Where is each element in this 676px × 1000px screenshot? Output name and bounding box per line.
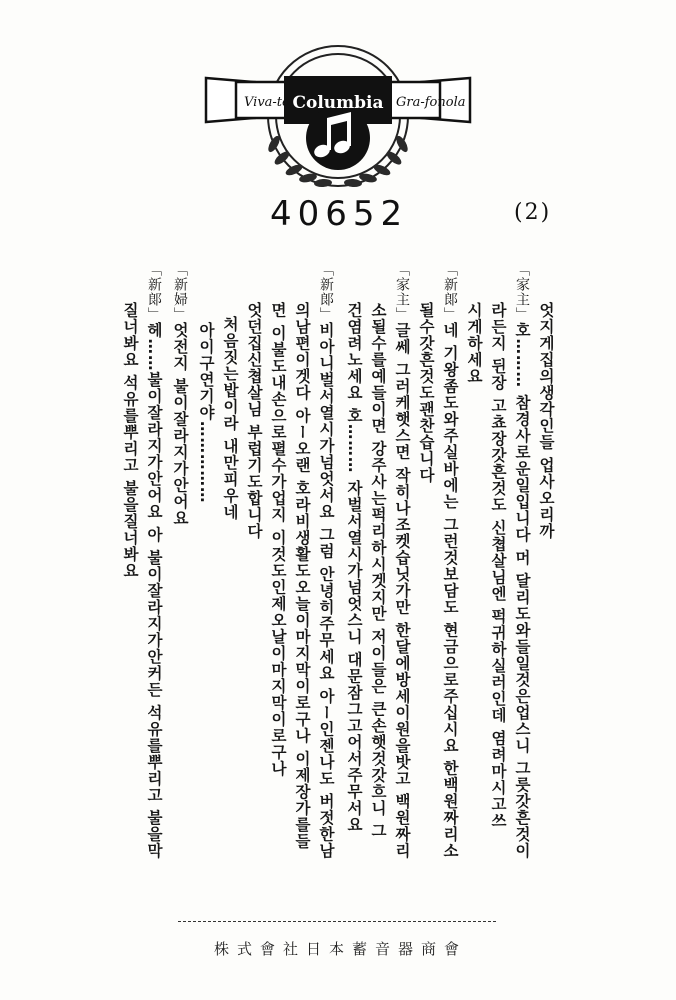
text-line: 「家主」글쎄 그러케햇스면 작히나조켓습닛가만 한달에방세이원을밧고 백원짜리 — [393, 262, 411, 860]
side-number: (2) — [514, 200, 552, 225]
text-line: 소될수를예들이면 강주사는퍽리하시겟지만 저이들은 큰손햇것갓흐니 그 — [369, 302, 387, 840]
text-line: 시게하세요 — [465, 302, 483, 385]
text-line: 건염려노세요 호……… 자벌서열시가넘엇스니 대문잠그고어서주무서요 — [345, 302, 363, 833]
text-line: 될수갓흔것도괜찬습니다 — [417, 302, 435, 484]
columbia-logo — [196, 18, 480, 198]
music-note-icon — [196, 18, 480, 198]
text-line: 라든지 뒨장 고쵸장갓흔것도 신쳡살님엔 퍽귀하실러인데 염려마시고쓰 — [489, 302, 507, 829]
text-line: 아이구연기야…………… — [197, 322, 215, 504]
catalog-number: 40652 — [270, 194, 409, 234]
text-line: 엇던집신쳡살님 부럽기도합니다 — [245, 302, 263, 540]
publisher-footer: 株式會社日本蓄音器商會 — [214, 940, 468, 958]
svg-text:Columbia: Columbia — [292, 93, 384, 113]
text-line: 처음짓는밥이라 내만피우네 — [221, 316, 239, 521]
text-line: 엇지게집의생각인들 업사오리까 — [537, 302, 555, 540]
svg-text:Gra-fonola: Gra-fonola — [396, 95, 466, 110]
text-line: 「新郞」헤……불이잘라지가안어요 아 불이잘라지가안커든 석유를뿌리고 불을막 — [145, 262, 163, 860]
text-line: 「家主」호……… 참경사로운일입니다 머 달리도와들일것은업스니 그릇갓흔것이 — [513, 262, 531, 860]
svg-text:Viva-tonal: Viva-tonal — [244, 95, 311, 110]
text-line: 「新郞」비아니벌서열시가넘엇서요 그럼 안녕히주무세요 아ー인젠나도 버젓한남 — [317, 262, 335, 860]
text-line: 「新郞」네 기왕좀도와주실바에는 그런것보담도 현금으로주십시요 한백원짜리소 — [441, 262, 459, 860]
text-line: 의남편이겟다 아ー오랜 호라비생활도오늘이마지막이로구나 이제장가를들 — [293, 302, 311, 850]
text-line: 「新婦」엇전지 불이잘라지가안어요 — [171, 262, 189, 527]
footer-divider — [178, 921, 496, 922]
text-line: 질너봐요 석유를뿌리고 불을질너봐요 — [121, 302, 139, 579]
text-line: 면 이불도내손으로펼수가업지 이것도인제오날이마지막이로구나 — [269, 302, 287, 777]
